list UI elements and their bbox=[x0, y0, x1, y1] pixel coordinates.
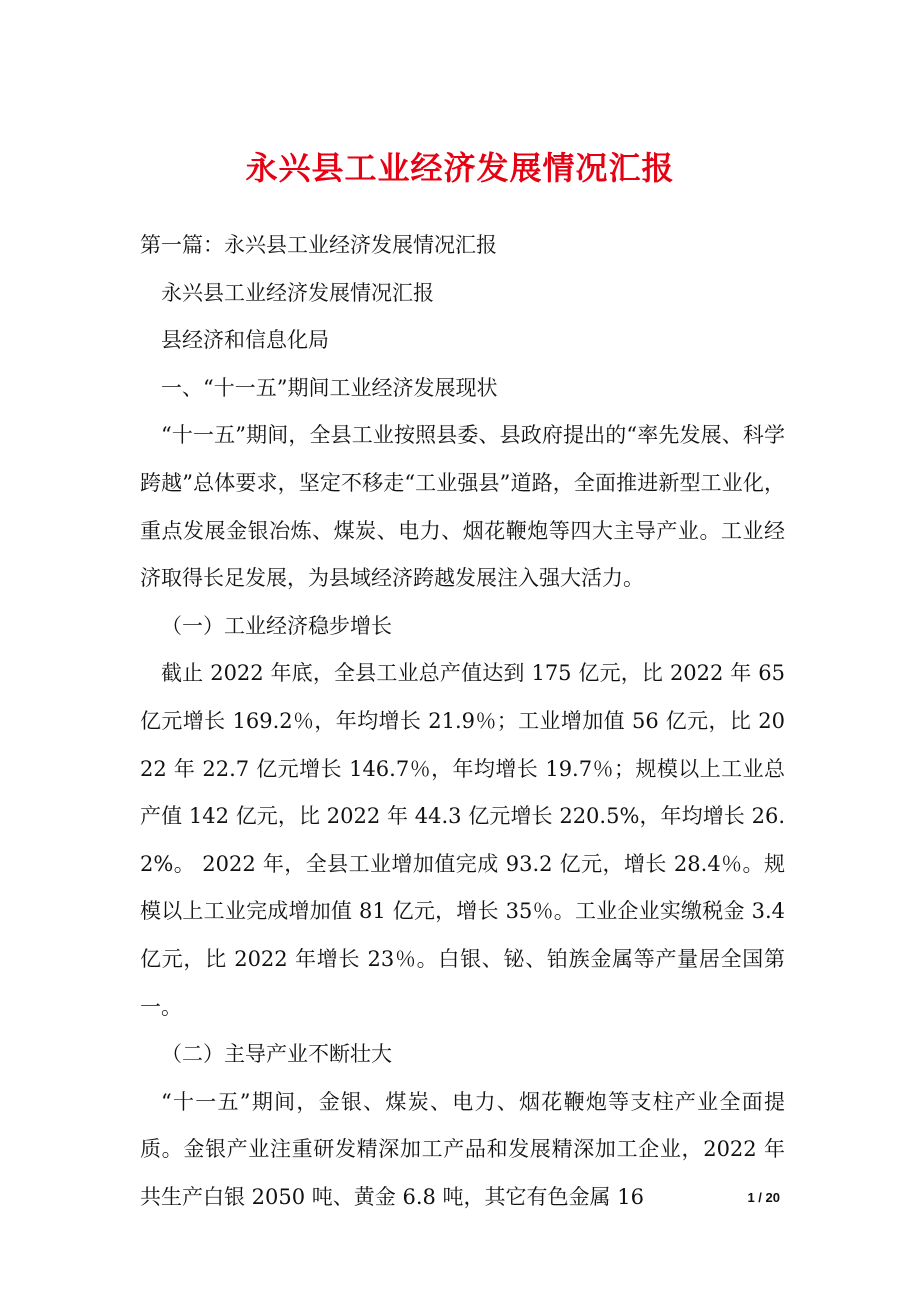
paragraph-heading-1: 一、“十一五”期间工业经济发展现状 bbox=[161, 375, 498, 400]
paragraph-subheading-1: （一）工业经济稳步增长 bbox=[161, 613, 392, 638]
paragraph-subheading-2: （二）主导产业不断壮大 bbox=[161, 1042, 392, 1067]
paragraph-industries: “十一五”期间，金银、煤炭、电力、烟花鞭炮等支柱产业全面提质。金银产业注重研发精深加工产品和发展精深加工企业，2022 年共生产白银 2050 吨、黄金 6.8 吨，其它有色金属 16 bbox=[140, 1089, 785, 1209]
page-number: 1 / 20 bbox=[747, 1190, 780, 1205]
document-body bbox=[140, 222, 785, 1221]
paragraph-author: 县经济和信息化局 bbox=[161, 328, 329, 353]
paragraph-section-heading: 第一篇：永兴县工业经济发展情况汇报 bbox=[140, 233, 497, 257]
document-title: 永兴县工业经济发展情况汇报 bbox=[245, 149, 675, 187]
paragraph-report-title: 永兴县工业经济发展情况汇报 bbox=[161, 280, 434, 305]
paragraph-statistics: 截止 2022 年底，全县工业总产值达到 175 亿元，比 2022 年 65 亿元增长 169.2％，年均增长 21.9％；工业增加值 56 亿元，比 2022 年 22.7 亿元增长 146.7％，年均增长 19.7％；规模以上工业总产值 142 亿元，比 2022 年 44.3 亿元增长 220.5%，年均增长 26.2%。 2022 年，全县工业增加值完成 93.2 亿元，增长 28.4％。规模以上工业完成增加值 81 亿元，增长 35％。工业企业实缴税金 3.4 亿元，比 2022 年增长 23％。白银、铋、铂族金属等产量居全国第一。 bbox=[140, 661, 785, 1019]
paragraph-intro: “十一五”期间，全县工业按照县委、县政府提出的“率先发展、科学跨越”总体要求，坚定不移走“工业强县”道路，全面推进新型工业化，重点发展金银冶炼、煤炭、电力、烟花鞭炮等四大主导产业。工业经济取得长足发展，为县域经济跨越发展注入强大活力。 bbox=[140, 423, 785, 591]
